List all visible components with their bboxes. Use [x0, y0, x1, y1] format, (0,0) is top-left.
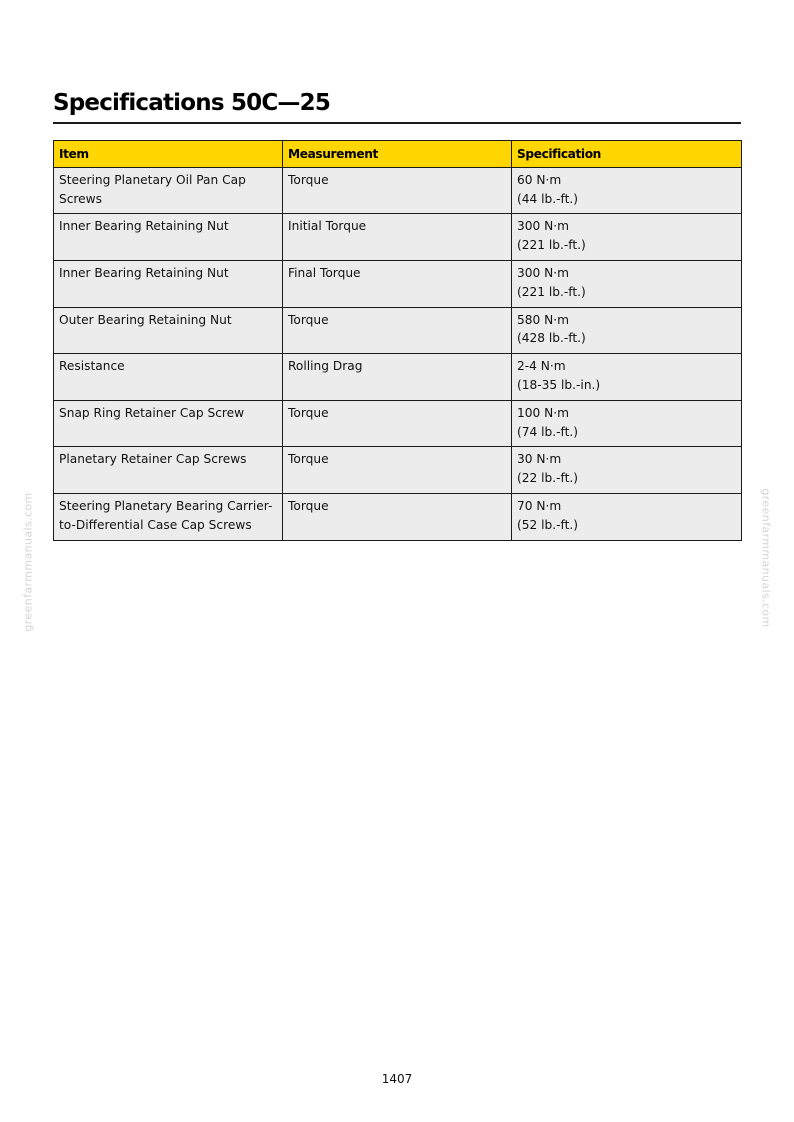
spec-metric: 300 N·m	[517, 265, 569, 280]
table-row	[54, 167, 742, 214]
spec-imperial: (18-35 lb.-in.)	[517, 377, 601, 392]
spec-imperial: (52 lb.-ft.)	[517, 517, 579, 532]
specification-cell	[512, 400, 742, 447]
table-row	[54, 493, 742, 540]
measurement-cell: Torque	[283, 400, 512, 447]
spec-imperial: (44 lb.-ft.)	[517, 191, 579, 206]
specification-cell	[512, 447, 742, 494]
title-divider	[53, 122, 741, 124]
item-cell: Steering Planetary Bearing Carrier-to-Differential Case Cap Screws	[54, 493, 283, 540]
table-row	[54, 354, 742, 401]
table-row	[54, 260, 742, 307]
watermark-right: greenfarmmanuals.com	[759, 488, 773, 628]
specification-cell	[512, 354, 742, 401]
page-number: 1407	[381, 1072, 413, 1086]
table-row	[54, 447, 742, 494]
spec-metric: 580 N·m	[517, 312, 569, 327]
spec-metric: 2-4 N·m	[517, 359, 566, 374]
watermark-left: greenfarmmanuals.com	[21, 492, 35, 632]
item-cell: Planetary Retainer Cap Screws	[54, 447, 283, 494]
measurement-cell: Rolling Drag	[283, 354, 512, 401]
measurement-cell: Initial Torque	[283, 214, 512, 261]
item-cell: Resistance	[54, 354, 283, 401]
item-cell: Outer Bearing Retaining Nut	[54, 307, 283, 354]
spec-imperial: (22 lb.-ft.)	[517, 471, 579, 486]
spec-imperial: (428 lb.-ft.)	[517, 331, 586, 346]
spec-metric: 30 N·m	[517, 452, 562, 467]
page-title: Specifications 50C—25	[53, 90, 331, 116]
item-cell: Inner Bearing Retaining Nut	[54, 214, 283, 261]
specification-cell	[512, 307, 742, 354]
column-header-measurement: Measurement	[283, 141, 512, 168]
specifications-table	[53, 140, 742, 541]
specification-cell	[512, 167, 742, 214]
spec-metric: 60 N·m	[517, 172, 562, 187]
column-header-item: Item	[54, 141, 283, 168]
table-row	[54, 214, 742, 261]
measurement-cell: Torque	[283, 447, 512, 494]
specification-cell	[512, 493, 742, 540]
spec-metric: 70 N·m	[517, 498, 562, 513]
spec-metric: 300 N·m	[517, 219, 569, 234]
measurement-cell: Torque	[283, 307, 512, 354]
item-cell: Inner Bearing Retaining Nut	[54, 260, 283, 307]
specification-cell	[512, 260, 742, 307]
item-cell: Snap Ring Retainer Cap Screw	[54, 400, 283, 447]
table-row	[54, 307, 742, 354]
spec-imperial: (221 lb.-ft.)	[517, 238, 586, 253]
specification-cell	[512, 214, 742, 261]
spec-metric: 100 N·m	[517, 405, 569, 420]
spec-imperial: (221 lb.-ft.)	[517, 284, 586, 299]
measurement-cell: Torque	[283, 167, 512, 214]
table-row	[54, 400, 742, 447]
spec-imperial: (74 lb.-ft.)	[517, 424, 579, 439]
measurement-cell: Final Torque	[283, 260, 512, 307]
measurement-cell: Torque	[283, 493, 512, 540]
table-header-row	[54, 141, 742, 168]
column-header-specification: Specification	[512, 141, 742, 168]
item-cell: Steering Planetary Oil Pan Cap Screws	[54, 167, 283, 214]
